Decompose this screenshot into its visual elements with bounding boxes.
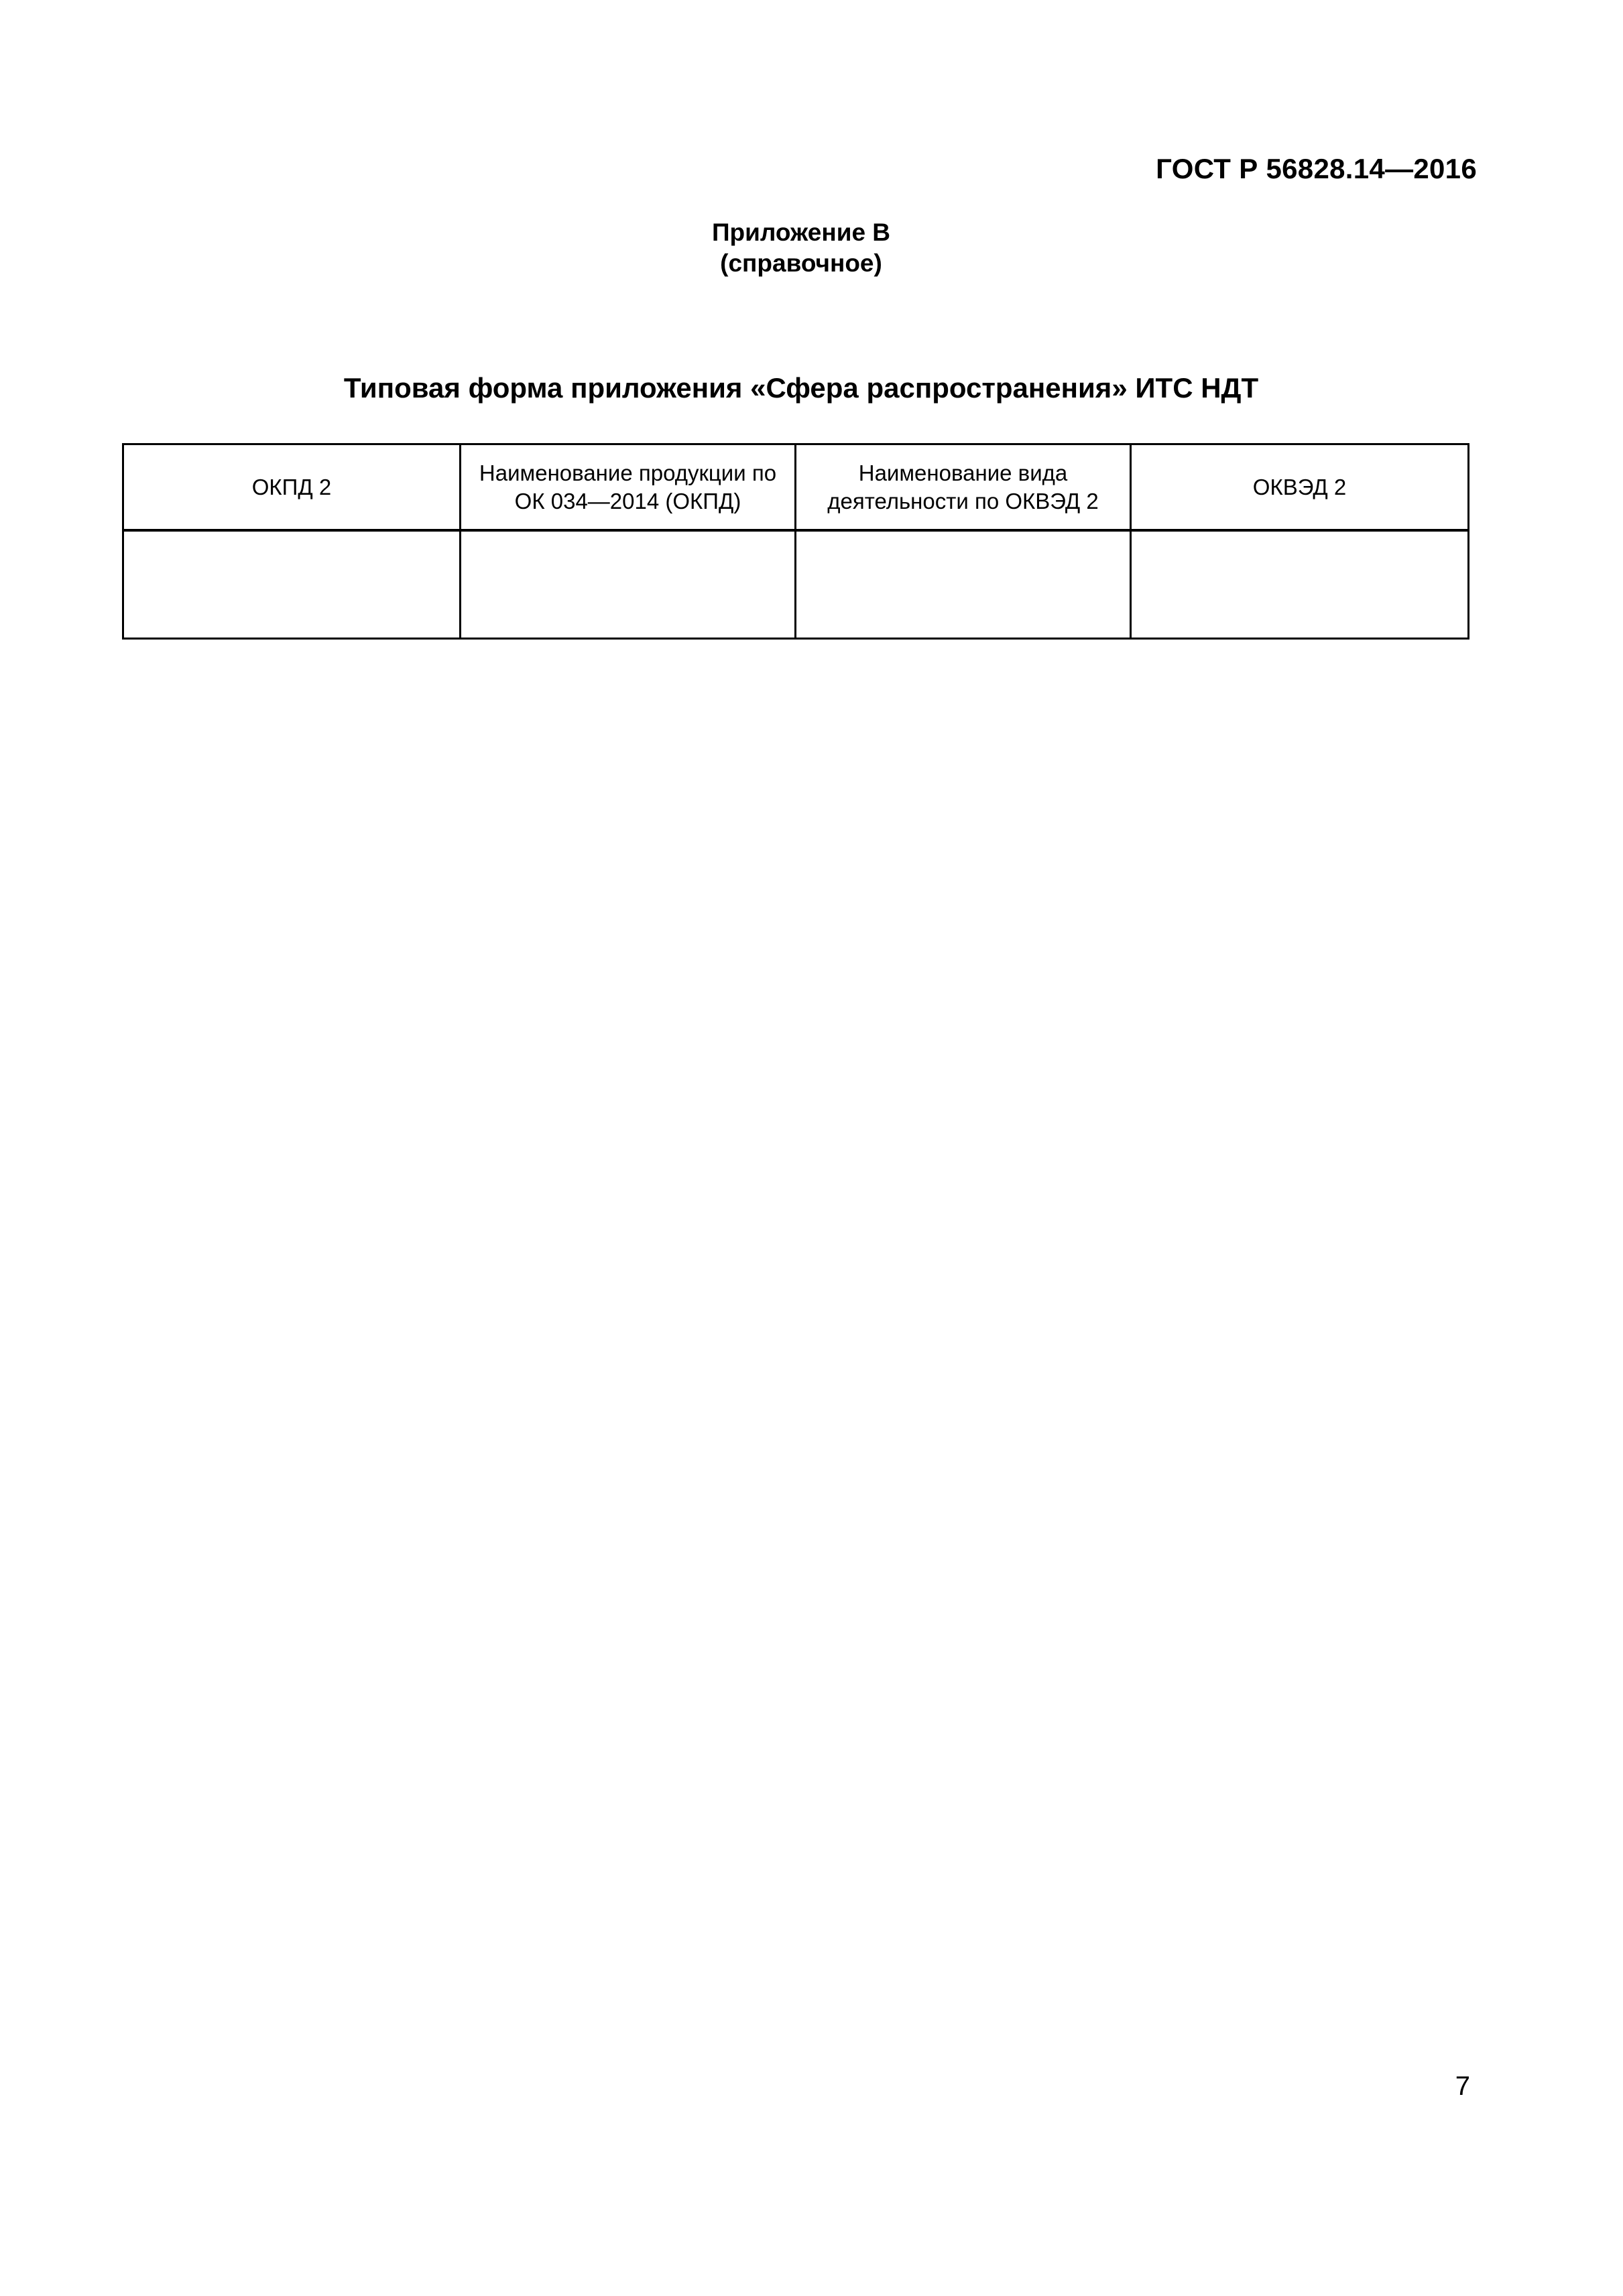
annex-status: (справочное)	[720, 249, 882, 277]
column-header-activity-name: Наименование вида деятельности по ОКВЭД 2	[796, 444, 1131, 531]
scope-form-table	[122, 443, 1469, 640]
table-row	[123, 530, 1469, 639]
column-header-okved2: ОКВЭД 2	[1131, 444, 1469, 531]
annex-title: Приложение В	[711, 219, 891, 246]
document-code: ГОСТ Р 56828.14—2016	[1156, 153, 1477, 184]
table-cell-product-name	[461, 530, 796, 639]
table-cell-okved2	[1131, 530, 1469, 639]
table-header-row	[123, 444, 1469, 531]
form-title: Типовая форма приложения «Сфера распространения» ИТС НДТ	[343, 372, 1259, 404]
table-cell-okpd2	[123, 530, 461, 639]
column-header-product-name: Наименование продукции по ОК 034—2014 (ОКПД)	[461, 444, 796, 531]
column-header-okpd2: ОКПД 2	[123, 444, 461, 531]
page-number: 7	[1455, 2071, 1470, 2101]
annex-heading	[0, 217, 1602, 279]
table-cell-activity-name	[796, 530, 1131, 639]
